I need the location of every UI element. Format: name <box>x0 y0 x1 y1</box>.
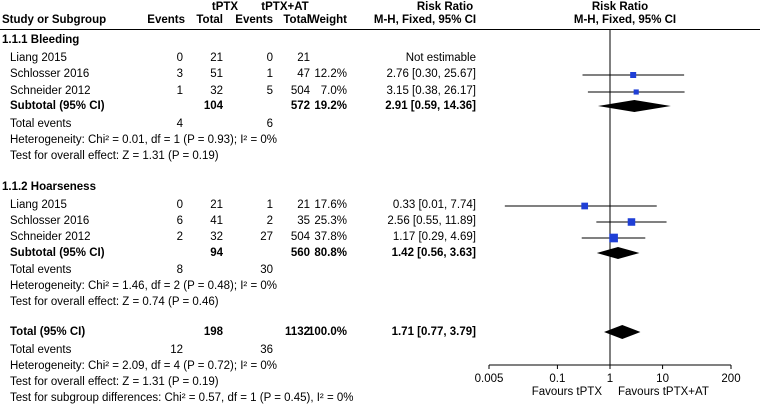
total2-cell: 21 <box>297 52 310 64</box>
study-column-header: Study or Subgroup <box>2 14 107 26</box>
events2-cell: 2 <box>266 215 273 227</box>
total-events-label: Total events <box>10 264 72 276</box>
group2-header: tPTX+AT <box>261 1 309 13</box>
favours-left-label: Favours tPTX <box>531 386 602 398</box>
favours-right-label: Favours tPTX+AT <box>618 386 709 398</box>
total2-cell: 21 <box>297 199 310 211</box>
events2-cell: 1 <box>266 199 273 211</box>
subtotal-ci: 2.91 [0.59, 14.36] <box>385 100 476 112</box>
x-tick-label: 1 <box>606 373 614 385</box>
study-name: Schneider 2012 <box>10 231 91 243</box>
subtotal-n2: 572 <box>290 100 310 112</box>
events1-cell: 2 <box>176 231 183 243</box>
effect-square <box>630 72 636 78</box>
total-events-e1: 8 <box>176 264 183 276</box>
total1-cell: 21 <box>210 199 223 211</box>
effect-square <box>628 218 636 226</box>
study-name: Liang 2015 <box>10 199 67 211</box>
total-events-e1: 4 <box>176 118 183 130</box>
study-name: Schlosser 2016 <box>10 68 90 80</box>
weight-cell: 25.3% <box>314 215 347 227</box>
subtotal-ci: 1.42 [0.56, 3.63] <box>391 247 476 259</box>
events1-cell: 3 <box>176 68 183 80</box>
plot-group-header: Risk Ratio <box>591 1 649 13</box>
study-name: Schneider 2012 <box>10 85 91 97</box>
heterogeneity-text: Heterogeneity: Chi² = 1.46, df = 2 (P = 0.48); I² = 0% <box>10 280 277 292</box>
x-tick-label: 10 <box>656 373 669 385</box>
overall-events-e2: 36 <box>260 344 273 356</box>
effect-square <box>581 203 588 210</box>
total-events-label: Total events <box>10 118 72 130</box>
weight-cell: 37.8% <box>314 231 347 243</box>
total1-cell: 32 <box>210 231 223 243</box>
total-n1: 198 <box>203 326 223 338</box>
total1-cell: 32 <box>210 85 223 97</box>
total2-cell: 47 <box>297 68 310 80</box>
x-tick-label: 200 <box>721 373 741 385</box>
ci-cell: 1.17 [0.29, 4.69] <box>392 231 476 243</box>
subtotal-n1: 94 <box>210 247 223 259</box>
overall-heterogeneity-text: Heterogeneity: Chi² = 2.09, df = 4 (P = 0.72); I² = 0% <box>10 360 277 372</box>
total2-cell: 35 <box>297 215 310 227</box>
events1-cell: 0 <box>176 52 183 64</box>
total-ci: 1.71 [0.77, 3.79] <box>391 326 476 338</box>
total-events-e2: 6 <box>266 118 273 130</box>
total-label: Total (95% CI) <box>10 326 86 338</box>
method-header: M-H, Fixed, 95% CI <box>373 14 477 26</box>
events2-cell: 5 <box>266 85 273 97</box>
total-diamond <box>604 325 640 339</box>
total1-header: Total <box>196 14 223 26</box>
subtotal-n2: 560 <box>290 247 310 259</box>
subgroup-title: 1.1.1 Bleeding <box>2 34 80 46</box>
plot-method-header: M-H, Fixed, 95% CI <box>573 14 677 26</box>
weight-header: Weight <box>308 14 347 26</box>
overall-effect-text: Test for overall effect: Z = 0.74 (P = 0.46) <box>10 296 219 308</box>
subtotal-diamond <box>598 100 671 112</box>
total-weight: 100.0% <box>307 326 347 338</box>
total-events-e2: 30 <box>260 264 273 276</box>
x-tick-label: 0.005 <box>474 373 504 385</box>
effect-square <box>634 89 639 94</box>
subtotal-n1: 104 <box>203 100 223 112</box>
weight-cell: 12.2% <box>314 68 347 80</box>
events2-cell: 0 <box>266 52 273 64</box>
heterogeneity-text: Heterogeneity: Chi² = 0.01, df = 1 (P = 0.93); I² = 0% <box>10 134 277 146</box>
ci-cell: Not estimable <box>405 52 476 64</box>
total1-cell: 21 <box>210 52 223 64</box>
total2-cell: 504 <box>290 85 310 97</box>
x-tick-label: 0.1 <box>549 373 566 385</box>
total1-cell: 41 <box>210 215 223 227</box>
ci-cell: 2.76 [0.30, 25.67] <box>386 68 476 80</box>
group1-header: tPTX <box>211 1 239 13</box>
subtotal-diamond <box>597 247 640 259</box>
effect-group-header: Risk Ratio <box>416 1 474 13</box>
subtotal-label: Subtotal (95% CI) <box>10 247 105 259</box>
overall-events-e1: 12 <box>170 344 183 356</box>
overall-effect-text: Test for overall effect: Z = 1.31 (P = 0.19) <box>10 150 219 162</box>
events1-cell: 0 <box>176 199 183 211</box>
events2-header: Events <box>235 14 273 26</box>
ci-cell: 2.56 [0.55, 11.89] <box>387 215 476 227</box>
subgroup-title: 1.1.2 Hoarseness <box>2 181 96 193</box>
subtotal-label: Subtotal (95% CI) <box>10 100 105 112</box>
events1-cell: 6 <box>176 215 183 227</box>
subgroup-difference-text: Test for subgroup differences: Chi² = 0.57, df = 1 (P = 0.45), I² = 0% <box>10 392 354 404</box>
overall-effect-text: Test for overall effect: Z = 1.31 (P = 0.19) <box>10 376 219 388</box>
total2-header: Total <box>283 14 310 26</box>
weight-cell: 17.6% <box>314 199 347 211</box>
events1-header: Events <box>147 14 185 26</box>
events2-cell: 27 <box>260 231 273 243</box>
events1-cell: 1 <box>176 85 183 97</box>
weight-cell: 7.0% <box>320 85 347 97</box>
subtotal-weight: 80.8% <box>314 247 347 259</box>
subtotal-weight: 19.2% <box>314 100 347 112</box>
total-n2: 1132 <box>285 326 310 338</box>
overall-events-label: Total events <box>10 344 72 356</box>
total1-cell: 51 <box>210 68 223 80</box>
study-name: Schlosser 2016 <box>10 215 90 227</box>
effect-square <box>609 234 618 243</box>
events2-cell: 1 <box>266 68 273 80</box>
ci-cell: 3.15 [0.38, 26.17] <box>386 85 476 97</box>
study-name: Liang 2015 <box>10 52 67 64</box>
ci-cell: 0.33 [0.01, 7.74] <box>392 199 476 211</box>
total2-cell: 504 <box>290 231 310 243</box>
